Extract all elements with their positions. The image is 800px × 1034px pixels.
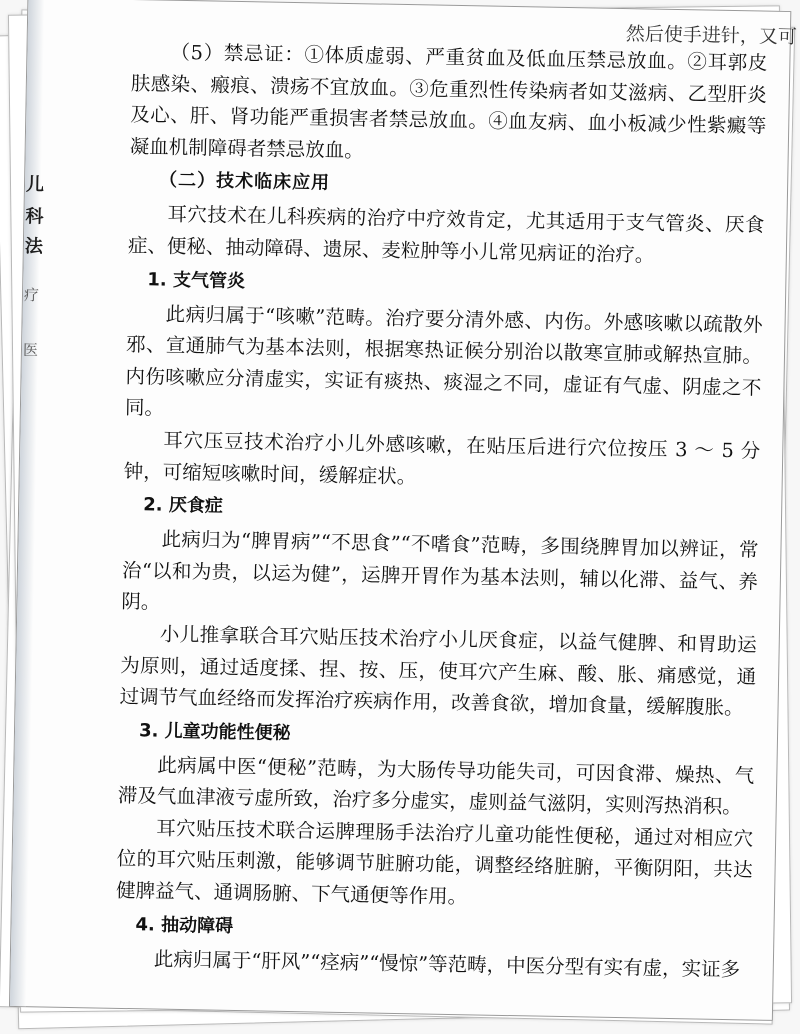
- page-body: [115, 36, 768, 986]
- anorexia-paragraph-1: 此病归为“脾胃病”“不思食”“不嗜食”范畴，多围绕脾胃加以辨证，常治“以和为贵，以运为健”，运脾开胃作为基本法则，辅以化滞、益气、养阴。: [121, 527, 759, 614]
- running-header-fragment: 然后使手进针，又可: [625, 23, 798, 49]
- bronchitis-paragraph-1: 此病归属于“咳嗽”范畴。治疗要分清外感、内伤。外感咳嗽以疏散外邪、宣通肺气为基本法则，根据寒热证候分别治以散寒宣肺或解热宣肺。内伤咳嗽应分清虚实，实证有痰热、痰湿之不同，虚证有气虚、阴虚之不同。: [124, 302, 763, 420]
- constipation-paragraph-2: 耳穴贴压技术联合运脾理肠手法治疗儿童功能性便秘，通过对相应穴位的耳穴贴压刺激，能够调节脏腑功能，调整经络脏腑，平衡阴阳，共达健脾益气、通调肠腑、下气通便等作用。: [115, 816, 754, 909]
- subheading-constipation: 3. 儿童功能性便秘: [138, 719, 291, 744]
- intro-paragraph: 耳穴技术在儿科疾病的治疗中疗效肯定，尤其适用于支气管炎、厌食症、便秘、抽动障碍、遗尿、麦粒肿等小儿常见病证的治疗。: [127, 203, 765, 267]
- tic-disorder-paragraph-1: 此病归属于“肝风”“痉病”“慢惊”等范畴，中医分型有实有虚，实证多: [153, 947, 741, 981]
- constipation-paragraph-1: 此病属中医“便秘”范畴，为大肠传导功能失司，可因食滞、燥热、气滞及气血津液亏虚所致，治疗多分虚实，虚则益气滋阴，实则泻热消积。: [117, 753, 755, 819]
- spine-character: 医: [22, 341, 39, 360]
- book-page: [9, 0, 798, 1021]
- subheading-anorexia: 2. 厌食症: [142, 494, 224, 517]
- spine-character: 科: [25, 206, 44, 228]
- bronchitis-paragraph-2: 耳穴压豆技术治疗小儿外感咳嗽，在贴压后进行穴位按压 3 ～ 5 分钟，可缩短咳嗽时间，缓解症状。: [123, 428, 761, 488]
- subheading-bronchitis: 1. 支气管炎: [147, 268, 246, 292]
- spine-character: 法: [24, 236, 44, 258]
- spine-character: 疗: [23, 286, 40, 305]
- section-heading-clinical-application: （二）技术临床应用: [158, 169, 331, 195]
- subheading-tic-disorder: 4. 抽动障碍: [135, 913, 234, 937]
- anorexia-paragraph-2: 小儿推拿联合耳穴贴压技术治疗小儿厌食症，以益气健脾、和胃助运为原则，通过适度揉、捏、按、压，使耳穴产生麻、酸、胀、痛感觉，通过调节气血经络而发挥治疗疾病作用，改善食欲，增加食量，缓解腹胀。: [119, 622, 757, 720]
- spine-character: 儿: [25, 174, 45, 196]
- contraindications-paragraph: （5）禁忌证：①体质虚弱、严重贫血及低血压禁忌放血。②耳郭皮肤感染、瘢痕、溃疡不宜放血。③危重烈性传染病者如艾滋病、乙型肝炎及心、肝、肾功能严重损害者禁忌放血。④血友病、血小板减少性紫癜等凝血机制障碍者禁忌放血。: [129, 40, 768, 163]
